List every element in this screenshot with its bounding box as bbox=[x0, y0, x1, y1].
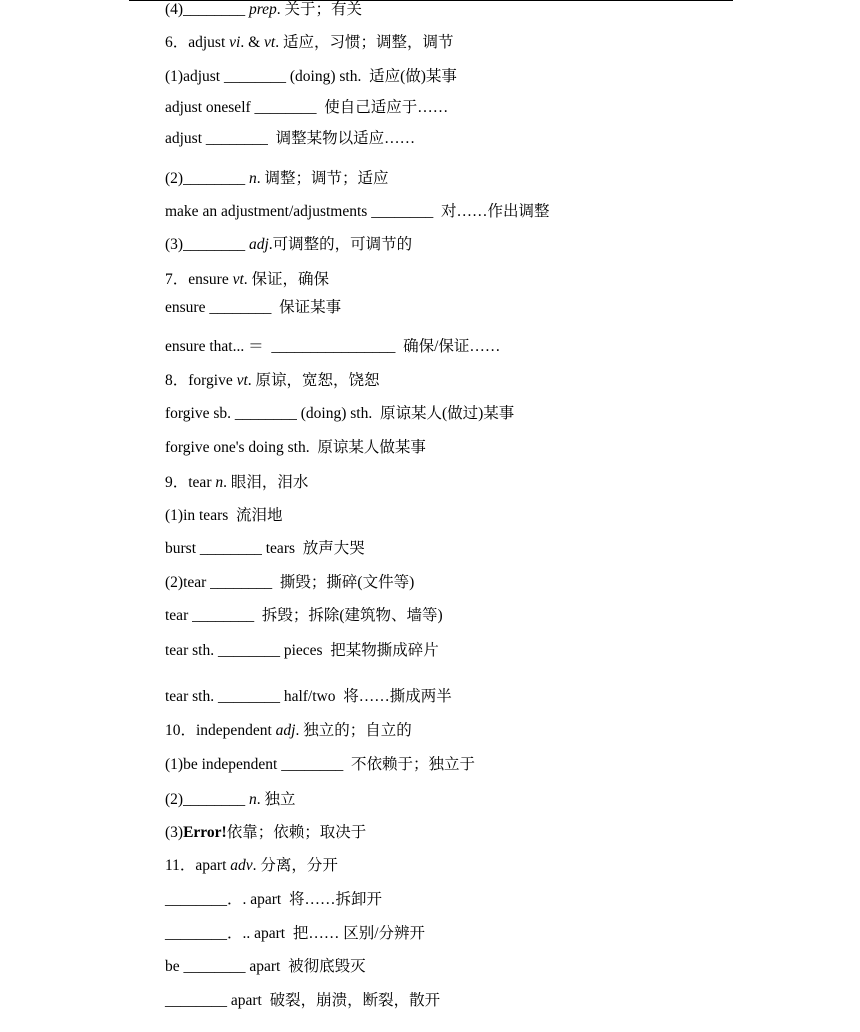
line-text: forgive sb. ________ (doing) sth. 原谅某人(做过)某事 bbox=[165, 405, 515, 422]
line-text: (3)________ bbox=[165, 236, 249, 253]
text-line bbox=[165, 169, 388, 189]
line-text: 9．tear bbox=[165, 474, 216, 491]
line-text: . 分离，分开 bbox=[252, 857, 338, 874]
text-line bbox=[165, 270, 329, 290]
text-line bbox=[165, 404, 514, 424]
line-text: 6．adjust bbox=[165, 34, 230, 51]
part-of-speech: vt bbox=[232, 271, 244, 288]
line-text: 7．ensure bbox=[165, 271, 233, 288]
line-text: . 独立 bbox=[256, 791, 296, 808]
line-text: (2)________ bbox=[165, 170, 249, 187]
text-line bbox=[165, 337, 500, 357]
line-text: burst ________ tears 放声大哭 bbox=[165, 540, 365, 557]
part-of-speech: vt bbox=[236, 372, 248, 389]
text-line bbox=[165, 991, 440, 1011]
line-text: forgive one's doing sth. 原谅某人做某事 bbox=[165, 439, 426, 456]
text-line bbox=[165, 606, 443, 626]
line-text: . & bbox=[240, 34, 265, 51]
line-text: .可调整的，可调节的 bbox=[268, 236, 413, 253]
text-line bbox=[165, 371, 380, 391]
part-of-speech: n bbox=[248, 170, 257, 187]
line-text: (1)in tears 流泪地 bbox=[165, 507, 283, 524]
line-text: . 关于；有关 bbox=[276, 1, 363, 18]
part-of-speech: n bbox=[248, 791, 257, 808]
line-text: (2)tear ________ 撕毁；撕碎(文件等) bbox=[165, 574, 415, 591]
line-text: ________．.. apart 把…… 区别/分辨开 bbox=[165, 925, 426, 942]
line-text: be ________ apart 被彻底毁灭 bbox=[165, 958, 366, 975]
text-line bbox=[165, 573, 414, 593]
error-text: Error! bbox=[183, 824, 227, 841]
text-line bbox=[165, 33, 453, 53]
text-line bbox=[165, 856, 338, 876]
line-text: ensure ________ 保证某事 bbox=[165, 299, 342, 316]
text-line bbox=[165, 721, 412, 741]
text-line bbox=[165, 298, 341, 318]
text-line bbox=[165, 924, 425, 944]
line-text: adjust oneself ________ 使自己适应于…… bbox=[165, 99, 449, 116]
part-of-speech: n bbox=[215, 474, 224, 491]
line-text: 11．apart bbox=[165, 857, 231, 874]
line-text: . 独立的；自立的 bbox=[295, 722, 412, 739]
line-text: (4)________ bbox=[165, 1, 249, 18]
line-text: tear sth. ________ half/two 将……撕成两半 bbox=[165, 688, 452, 705]
text-line bbox=[165, 0, 362, 20]
line-text: tear sth. ________ pieces 把某物撕成碎片 bbox=[165, 642, 439, 659]
text-line bbox=[165, 129, 415, 149]
line-text: (1)be independent ________ 不依赖于；独立于 bbox=[165, 756, 475, 773]
text-line bbox=[165, 235, 412, 255]
part-of-speech: vi bbox=[229, 34, 241, 51]
line-text: ensure that... ＝ ________________ 确保/保证…… bbox=[165, 338, 501, 355]
text-line bbox=[165, 890, 382, 910]
line-text: 10．independent bbox=[165, 722, 276, 739]
line-text: adjust ________ 调整某物以适应…… bbox=[165, 130, 416, 147]
line-text: (2)________ bbox=[165, 791, 249, 808]
line-text: ________ apart 破裂，崩溃，断裂，散开 bbox=[165, 992, 441, 1009]
text-line bbox=[165, 641, 439, 661]
line-text: . 保证，确保 bbox=[243, 271, 330, 288]
text-line bbox=[165, 823, 366, 843]
line-text: ________．. apart 将……拆卸开 bbox=[165, 891, 382, 908]
part-of-speech: adj bbox=[248, 236, 269, 253]
text-line bbox=[165, 67, 457, 87]
line-text: . 眼泪，泪水 bbox=[223, 474, 309, 491]
text-line bbox=[165, 755, 475, 775]
line-text: 依靠；依赖；取决于 bbox=[226, 824, 367, 841]
part-of-speech: adj bbox=[275, 722, 296, 739]
line-text: 8．forgive bbox=[165, 372, 237, 389]
text-line bbox=[165, 957, 366, 977]
text-line bbox=[165, 202, 549, 222]
line-text: (1)adjust ________ (doing) sth. 适应(做)某事 bbox=[165, 68, 457, 85]
text-line bbox=[165, 506, 283, 526]
line-text: . 适应，习惯；调整，调节 bbox=[275, 34, 454, 51]
text-line bbox=[165, 473, 308, 493]
part-of-speech: prep bbox=[248, 1, 277, 18]
text-line bbox=[165, 687, 452, 707]
text-line bbox=[165, 539, 365, 559]
line-text: tear ________ 拆毁；拆除(建筑物、墙等) bbox=[165, 607, 443, 624]
line-text: make an adjustment/adjustments ________ 对……作出调整 bbox=[165, 203, 550, 220]
line-text: . 调整；调节；适应 bbox=[256, 170, 389, 187]
part-of-speech: adv bbox=[230, 857, 253, 874]
text-line bbox=[165, 438, 426, 458]
line-text: . 原谅，宽恕，饶恕 bbox=[247, 372, 380, 389]
line-text: (3) bbox=[165, 824, 184, 841]
text-line bbox=[165, 790, 295, 810]
text-line bbox=[165, 98, 448, 118]
part-of-speech: vt bbox=[264, 34, 276, 51]
